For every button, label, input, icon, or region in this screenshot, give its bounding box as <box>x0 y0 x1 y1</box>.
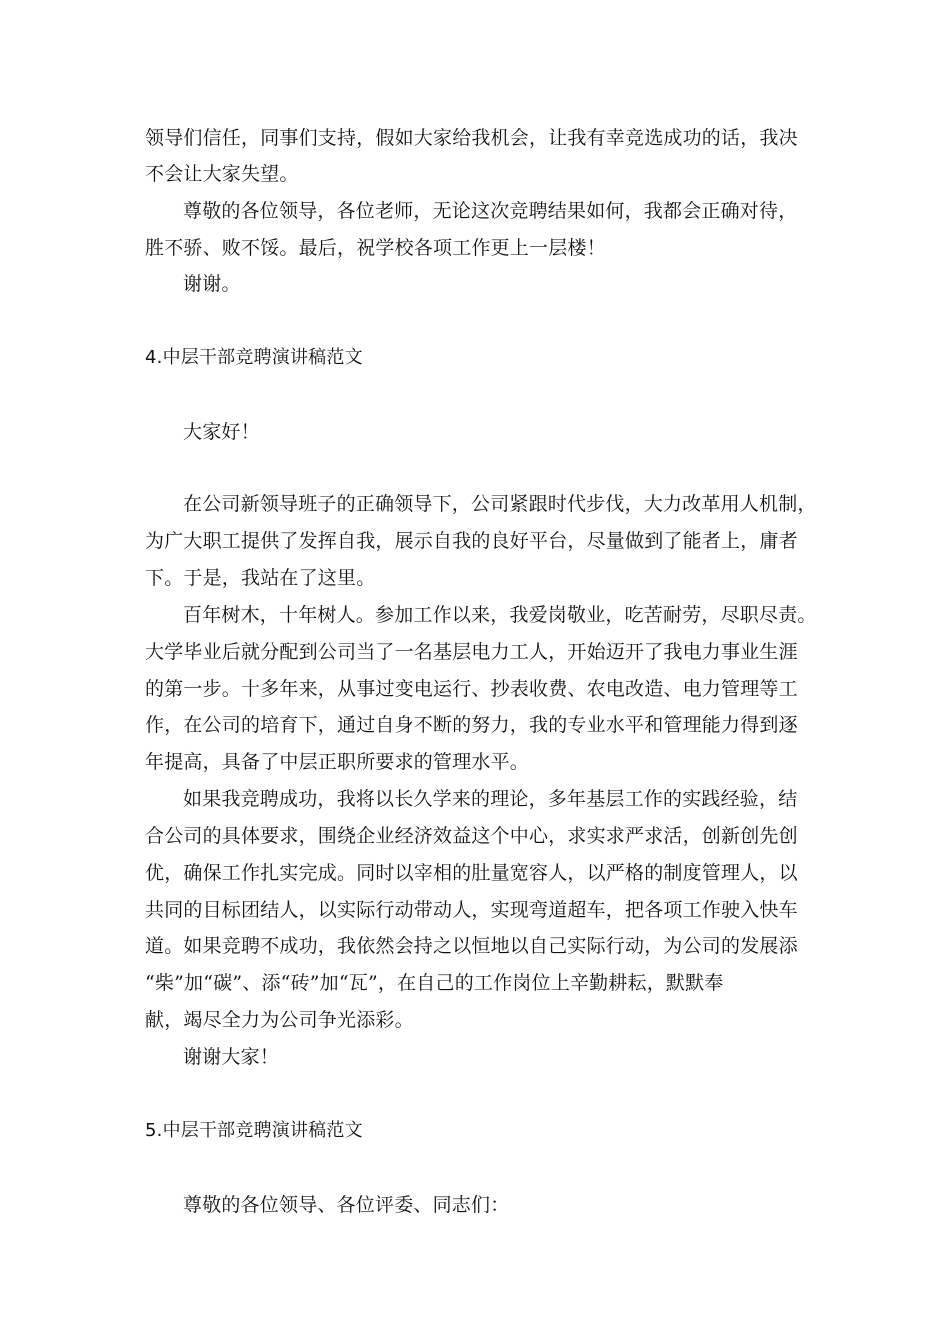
paragraph-line: “柴”加“碳”、添“砖”加“瓦”，在自己的工作岗位上辛勤耕耘，默默奉 <box>145 972 724 994</box>
paragraph-line: 大学毕业后就分配到公司当了一名基层电力工人，开始迈开了我电力事业生涯 <box>145 641 798 663</box>
paragraph-line: 下。于是，我站在了这里。 <box>145 567 376 589</box>
paragraph-line: 谢谢大家！ <box>183 1046 280 1068</box>
paragraph-line: 作，在公司的培育下，通过自身不断的努力，我的专业水平和管理能力得到逐 <box>145 714 798 736</box>
paragraph-line: 胜不骄、败不馁。最后，祝学校各项工作更上一层楼！ <box>145 237 606 259</box>
paragraph-line: 在公司新领导班子的正确领导下，公司紧跟时代步伐，大力改革用人机制， <box>183 493 817 515</box>
paragraph-line: 谢谢。 <box>183 273 241 295</box>
paragraph-line: 为广大职工提供了发挥自我，展示自我的良好平台，尽量做到了能者上，庸者 <box>145 530 798 552</box>
paragraph-line: 如果我竞聘成功，我将以长久学来的理论，多年基层工作的实践经验，结 <box>183 788 798 810</box>
section-heading: 4.中层干部竞聘演讲稿范文 <box>145 347 363 368</box>
paragraph-line: 共同的目标团结人，以实际行动带动人，实现弯道超车，把各项工作驶入快车 <box>145 899 798 921</box>
paragraph-line: 领导们信任，同事们支持，假如大家给我机会，让我有幸竞选成功的话，我决 <box>145 127 798 149</box>
greeting-line: 大家好！ <box>183 421 260 443</box>
paragraph-line: 献，竭尽全力为公司争光添彩。 <box>145 1009 414 1031</box>
section-heading: 5.中层干部竞聘演讲稿范文 <box>145 1120 363 1141</box>
paragraph-line: 道。如果竞聘不成功，我依然会持之以恒地以自己实际行动，为公司的发展添 <box>145 935 798 957</box>
paragraph-line: 优，确保工作扎实完成。同时以宰相的肚量宽容人，以严格的制度管理人，以 <box>145 862 798 884</box>
paragraph-line: 百年树木，十年树人。参加工作以来，我爱岗敬业，吃苦耐劳，尽职尽责。 <box>183 604 817 626</box>
paragraph-line: 合公司的具体要求，围绕企业经济效益这个中心，求实求严求活，创新创先创 <box>145 825 798 847</box>
paragraph-line: 的第一步。十多年来，从事过变电运行、抄表收费、农电改造、电力管理等工 <box>145 678 798 700</box>
paragraph-line: 不会让大家失望。 <box>145 163 299 185</box>
greeting-line: 尊敬的各位领导、各位评委、同志们： <box>183 1194 510 1216</box>
paragraph-line: 年提高，具备了中层正职所要求的管理水平。 <box>145 751 530 773</box>
paragraph-line: 尊敬的各位领导，各位老师，无论这次竞聘结果如何，我都会正确对待， <box>183 200 798 222</box>
